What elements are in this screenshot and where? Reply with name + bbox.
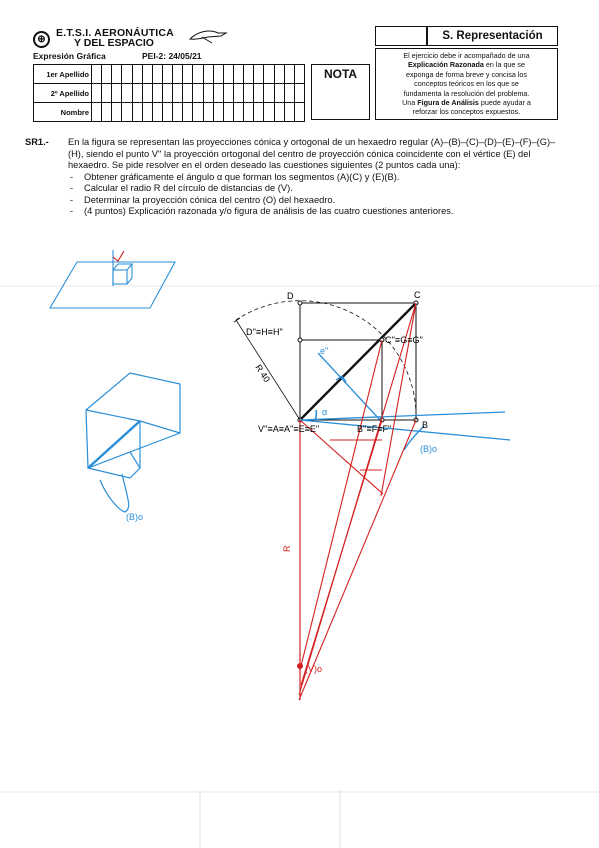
label-Bo-sketch: (B)o [126, 512, 144, 522]
analysis-sketch-mark [113, 251, 124, 261]
label-B: B [422, 420, 429, 430]
instructions-line: conceptos teóricos en los que se [414, 79, 519, 89]
instructions-line: fundamenta la resolución del problema. [403, 88, 530, 98]
school-logo: ⊕ [33, 31, 50, 48]
label-C-G: C''≡G≡G'' [385, 335, 423, 345]
first-surname-label: 1er Apellido [34, 65, 92, 83]
grade-label: NOTA [323, 67, 358, 81]
label-V-A-E: V''≡A≡A''≡E≡E'' [258, 424, 320, 434]
instructions-line: El ejercicio debe ir acompañado de una [403, 51, 530, 60]
problem-item: - (4 puntos) Explicación razonada y/o figura de análisis de las cuatro cuestiones anteriores. [84, 206, 560, 218]
label-D-H: D''≡H≡H'' [246, 327, 283, 337]
hexahedron-projection [298, 301, 418, 422]
instructions-text: puede ayudar a [478, 98, 531, 108]
label-radius: R 40 [253, 362, 273, 385]
school-name-line1: E.T.S.I. AERONÁUTICA [56, 27, 174, 39]
analysis-sketch-cube [86, 373, 180, 512]
label-e: e'' [320, 346, 329, 356]
first-name-label: Nombre [34, 103, 92, 121]
label-D: D [287, 291, 294, 301]
analysis-sketch-plane [50, 250, 175, 308]
label-C: C [414, 290, 421, 300]
label-R: R [282, 545, 292, 552]
instructions-bold: Figura de Análisis [417, 98, 479, 108]
instructions-text: Una [402, 98, 418, 108]
problem-item: - Obtener gráficamente el ángulo α que forman los segmentos (A)(C) y (E)(B). [84, 172, 560, 184]
instructions-line: reforzar los conceptos expuestos. [412, 107, 521, 117]
instructions-bold: Explicación Razonada [407, 60, 484, 70]
problem-item: - Determinar la proyección cónica del centro (O) del hexaedro. [84, 195, 560, 207]
instructions-line: exponga de forma breve y concisa los [405, 69, 528, 79]
instructions-text: en la que se [483, 60, 526, 70]
label-Bo: (B)o [420, 444, 438, 454]
second-surname-label: 2º Apellido [34, 84, 92, 102]
subject-title: S. Representación [427, 26, 558, 46]
exam-code: PEI-2: 24/05/21 [142, 51, 202, 61]
problem-item: - Calcular el radio R del círculo de distancias de (V). [84, 183, 560, 195]
label-Vo: (V)o [305, 664, 323, 674]
problem-intro: En la figura se representan las proyecciones cónica y ortogonal de un hexaedro regular (A)–(B)–(C)–(D)–(E)–(F)–(G)–(H), siendo el punto V'' la proyección ortogonal del centro de proyección cónica coincidente con el vértice (E) del hexaedro. Se pide resolver en el orden deseado las cuestiones siguientes (2 puntos cada una): [68, 137, 556, 170]
problem-label: SR1.- [25, 137, 49, 147]
course-name: Expresión Gráfica [33, 51, 106, 61]
label-B-F: B''≡F≡F'' [357, 424, 392, 434]
label-alpha: α [322, 407, 328, 417]
school-name-line2: Y DEL ESPACIO [74, 37, 154, 49]
